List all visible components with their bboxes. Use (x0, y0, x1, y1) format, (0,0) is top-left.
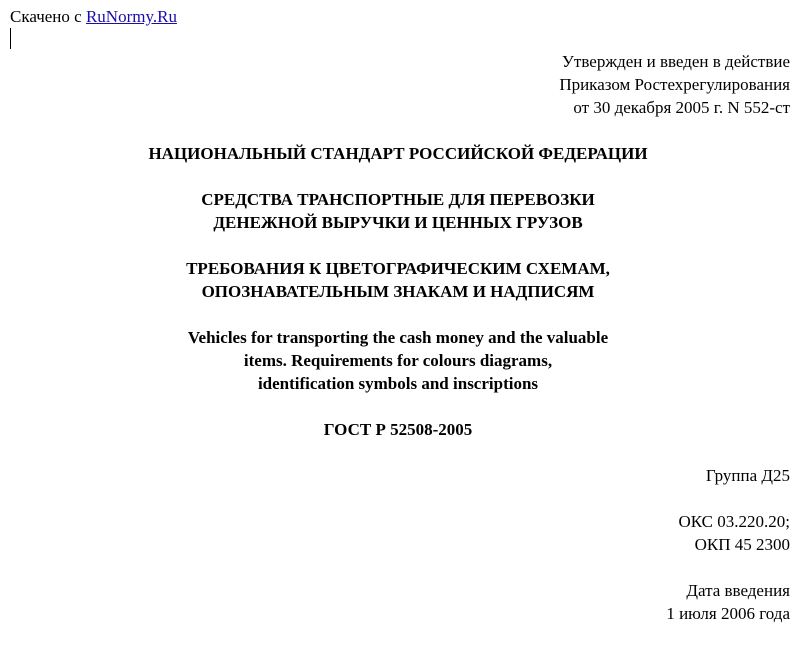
group-code: Группа Д25 (705, 466, 790, 485)
intro-date-label: Дата введения (686, 581, 790, 600)
intro-date-value: 1 июля 2006 года (666, 604, 790, 623)
downloaded-from (10, 6, 177, 28)
standard-heading: НАЦИОНАЛЬНЫЙ СТАНДАРТ РОССИЙСКОЙ ФЕДЕРАЦИИ (148, 144, 648, 163)
approval-line-2: Приказом Ростехрегулирования (559, 75, 790, 94)
okp-code: ОКП 45 2300 (694, 535, 790, 554)
text-cursor (10, 28, 11, 49)
subject-line-2: ДЕНЕЖНОЙ ВЫРУЧКИ И ЦЕННЫХ ГРУЗОВ (213, 213, 583, 232)
english-title-line-1: Vehicles for transporting the cash money and the valuable (187, 328, 609, 347)
english-title-line-3: identification symbols and inscriptions (257, 374, 539, 393)
approval-line-1: Утвержден и введен в действие (561, 52, 790, 71)
downloaded-prefix: Скачено с (10, 7, 82, 26)
requirements-line-2: ОПОЗНАВАТЕЛЬНЫМ ЗНАКАМ И НАДПИСЯМ (201, 282, 595, 301)
requirements-line-1: ТРЕБОВАНИЯ К ЦВЕТОГРАФИЧЕСКИМ СХЕМАМ, (186, 259, 610, 278)
subject-line-1: СРЕДСТВА ТРАНСПОРТНЫЕ ДЛЯ ПЕРЕВОЗКИ (201, 190, 595, 209)
oks-code: ОКС 03.220.20; (678, 512, 790, 531)
approval-line-3: от 30 декабря 2005 г. N 552-ст (573, 98, 790, 117)
runormy-link[interactable]: RuNormy.Ru (85, 7, 177, 26)
english-title-line-2: items. Requirements for colours diagrams, (243, 351, 553, 370)
gost-number: ГОСТ Р 52508-2005 (323, 420, 473, 439)
